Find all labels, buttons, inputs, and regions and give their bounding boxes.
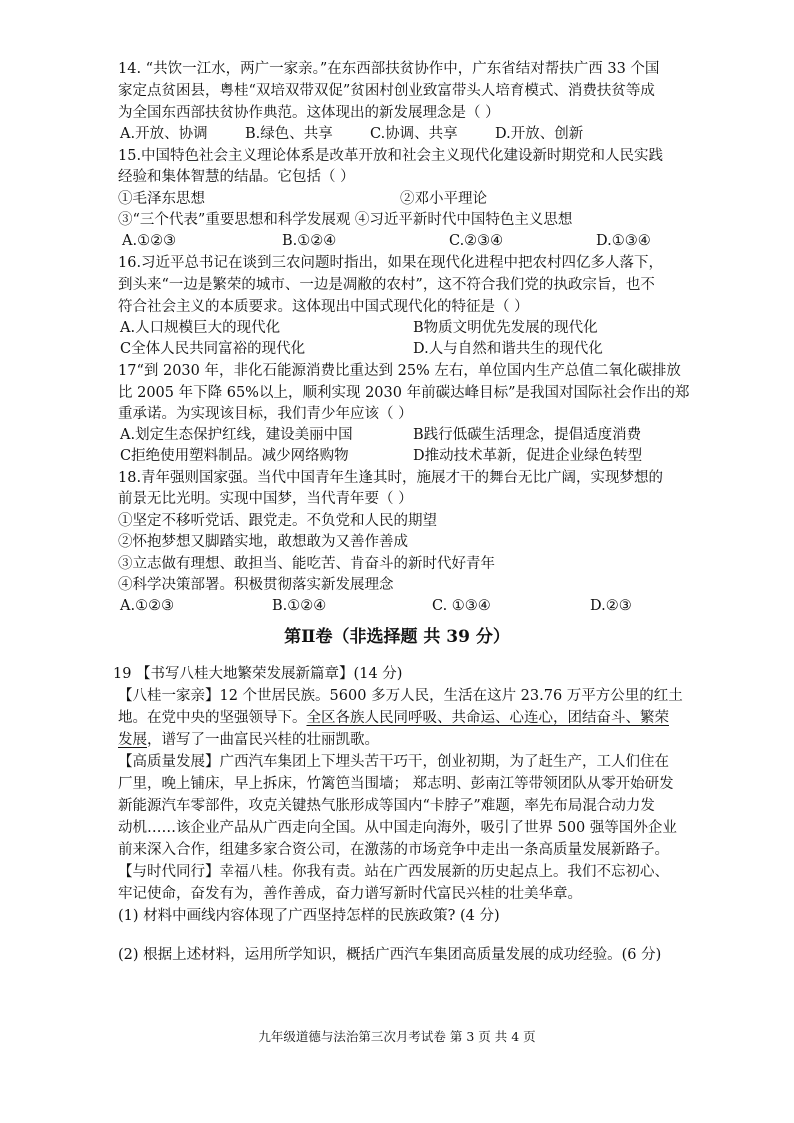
q19-subquestion-1: (1) 材料中画线内容体现了广西坚持怎样的民族政策? (4 分) — [118, 908, 500, 924]
q16-option-b: B物质文明优先发展的现代化 — [413, 320, 598, 336]
q17-option-d: D推动技术革新，促进企业绿色转型 — [413, 448, 643, 464]
q14-option-d: D.开放、创新 — [495, 126, 584, 142]
q17-line-1: 17“到 2030 年，非化石能源消费比重达到 25% 左右，单位国内生产总值二氧化碳排放 — [118, 363, 681, 379]
page-footer: 九年级道德与法治第三次月考试卷 第 3 页 共 4 页 — [258, 1029, 536, 1044]
q18-option-a: A.①②③ — [120, 598, 175, 614]
q16-line-2: 到头来“一边是繁荣的城市、一边是凋敝的农村”，这不符合我们党的执政宗旨，也不 — [118, 277, 655, 293]
q19-p2-line-5: 前来深入合作，组建多家合资公司，在激荡的市场竞争中走出一条高质量发展新路子。 — [118, 842, 669, 858]
q19-heading: 19 【书写八桂大地繁荣发展新篇章】(14 分) — [113, 666, 403, 682]
q15-line-1: 15.中国特色社会主义理论体系是改革开放和社会主义现代化建设新时期党和人民实践 — [118, 148, 664, 164]
q19-p1-line-3-text: ，谱写了一曲富民兴桂的壮丽凯歌。 — [147, 732, 379, 748]
q17-option-b: B践行低碳生活理念，提倡适度消费 — [413, 427, 642, 443]
q19-p3-line-1: 【与时代同行】幸福八桂。你我有责。站在广西发展新的历史起点上。我们不忘初心、 — [118, 864, 669, 880]
q16-option-c: C全体人民共同富裕的现代化 — [120, 341, 306, 357]
q15-item-2: ②邓小平理论 — [400, 191, 487, 207]
q19-underlined-text-end: 发展 — [118, 732, 147, 748]
q17-line-3: 重承诺。为实现该目标，我们青少年应该（ ） — [118, 406, 413, 422]
q18-option-b: B.①②④ — [272, 598, 327, 614]
q15-option-d: D.①③④ — [596, 233, 651, 249]
q14-option-b: B.绿色、共享 — [245, 126, 333, 142]
q15-option-c: C.②③④ — [449, 233, 504, 249]
q14-line-2: 家定点贫困县，粤桂“双培双带双促”贫困村创业致富带头人培育模式、消费扶贫等成 — [118, 83, 655, 99]
q17-line-2: 比 2005 年下降 65%以上，顺利实现 2030 年前碳达峰目标”是我国对国际社会作出的郑 — [118, 385, 690, 401]
q15-item-1: ①毛泽东思想 — [118, 191, 205, 207]
q19-subquestion-2: (2) 根据上述材料，运用所学知识，概括广西汽车集团高质量发展的成功经验。(6 分) — [118, 947, 662, 963]
q16-option-d: D.人与自然和谐共生的现代化 — [413, 341, 603, 357]
q16-line-1: 16.习近平总书记在谈到三农问题时指出，如果在现代化进程中把农村四亿多人落下， — [118, 255, 664, 271]
q19-p1-line-2-text: 地。在党中央的坚强领导下。 — [118, 710, 307, 726]
q16-option-a: A.人口规模巨大的现代化 — [120, 320, 281, 336]
q16-line-3: 符合社会主义的本质要求。这体现出中国式现代化的特征是（ ） — [118, 299, 529, 315]
q15-option-b: B.①②④ — [282, 233, 337, 249]
q18-line-2: 前景无比光明。实现中国梦，当代青年要（ ） — [118, 491, 413, 507]
q14-line-1: 14. “共饮一江水，两广一家亲。”在东西部扶贫协作中，广东省结对帮扶广西 33 个国 — [118, 61, 660, 77]
q18-line-1: 18.青年强则国家强。当代中国青年生逢其时，施展才干的舞台无比广阔，实现梦想的 — [118, 470, 664, 486]
q17-option-a: A.划定生态保护红线，建设美丽中国 — [120, 427, 353, 443]
q18-item-1: ①坚定不移听党话、跟党走。不负党和人民的期望 — [118, 513, 437, 529]
q19-p3-line-2: 牢记使命，奋发有为，善作善成，奋力谱写新时代富民兴桂的壮美华章。 — [118, 886, 582, 902]
q14-option-a: A.开放、协调 — [120, 126, 208, 142]
q19-p2-line-2: 厂里，晚上铺床，早上拆床，竹篱笆当围墙； 郑志明、彭南江等带领团队从零开始研发 — [118, 776, 674, 792]
section-2-title: 第Ⅱ卷（非选择题 共 39 分） — [284, 627, 510, 647]
q17-option-c: C拒绝使用塑料制品。减少网络购物 — [120, 448, 349, 464]
q19-p2-line-4: 动机……该企业产品从广西走向全国。从中国走向海外，吸引了世界 500 强等国外企业 — [118, 820, 677, 836]
q18-option-d: D.②③ — [590, 598, 632, 614]
q15-item-3-4: ③“三个代表”重要思想和科学发展观 ④习近平新时代中国特色主义思想 — [118, 212, 573, 228]
q19-p2-line-1: 【高质量发展】广西汽车集团上下埋头苦干巧干，创业初期，为了赶生产，工人们住在 — [118, 754, 669, 770]
q19-p1-line-1: 【八桂一家亲】12 个世居民族。5600 多万人民，生活在这片 23.76 万平方公里的红土 — [118, 688, 683, 704]
q19-p1-line-3 — [118, 730, 379, 750]
q18-item-2: ②怀抱梦想又脚踏实地，敢想敢为又善作善成 — [118, 534, 408, 550]
q19-p2-line-3: 新能源汽车零部件，攻克关键热气胀形成等国内“卡脖子”难题，率先布局混合动力发 — [118, 798, 655, 814]
q18-item-4: ④科学决策部署。积极贯彻落实新发展理念 — [118, 577, 394, 593]
q15-line-2: 经验和集体智慧的结晶。它包括（ ） — [118, 169, 355, 185]
q18-item-3: ③立志做有理想、敢担当、能吃苦、肯奋斗的新时代好青年 — [118, 556, 495, 572]
q15-option-a: A.①②③ — [122, 233, 177, 249]
q19-underlined-text: 全区各族人民同呼吸、共命运、心连心，团结奋斗、繁荣 — [306, 710, 669, 726]
q14-option-c: C.协调、共享 — [370, 126, 458, 142]
q14-line-3: 为全国东西部扶贫协作典范。这体现出的新发展理念是（ ） — [118, 105, 500, 121]
q18-option-c: C. ①③④ — [432, 598, 491, 614]
q19-p1-line-2 — [118, 708, 669, 728]
